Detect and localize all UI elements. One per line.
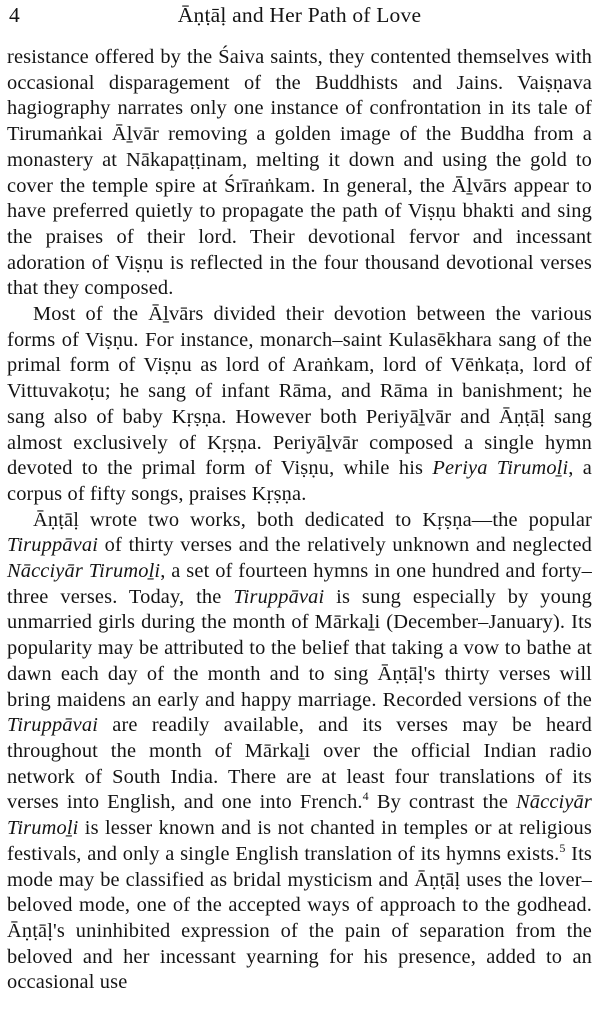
italic-title: Nācciyār Tirumoḻi [7,560,161,583]
text-run: , a corpus of fifty songs, praises Kṛṣṇa. [7,457,592,505]
running-head-title: Āṇṭāḷ and Her Path of Love [177,3,422,27]
text-run: Āṇṭāḷ wrote two works, both dedicated to Kṛṣṇa—the popular [33,508,592,531]
text-run: are readily available, and its verses may be heard throughout the month of Mārkaḻi over the official Indian radio network of South India. There are at least four translations of its verses into English, and one into French. [7,714,592,814]
running-head [7,0,592,34]
footnote-marker: 4 [362,789,369,804]
text-run: resistance offered by the Śaiva saints, they contented themselves with occasional disparagement of the Buddhists and Jains. Vaiṣṇava hagiography narrates only one instance of confrontation in its tale of Tirumaṅkai Āḻvār removing a golden image of the Buddha from a monastery at Nākapaṭṭinam, melting it down and using the gold to cover the temple spire at Śrīraṅkam. In general, the Āḻvārs appear to have preferred quietly to propagate the path of Viṣṇu bhakti and sing the praises of their lord. Their devotional fervor and incessant adoration of Viṣṇu is reflected in the four thousand devotional verses that they composed. [7,46,592,300]
footnote-marker: 5 [559,841,566,855]
italic-title: Tiruppāvai [233,585,325,608]
italic-title: Nācciyār Tirumoḻi [7,791,592,840]
page-number: 4 [9,3,20,27]
paragraph [7,45,592,302]
paragraph [7,508,592,996]
italic-title: Tiruppāvai [7,714,99,737]
text-run: Its mode may be classified as bridal mysticism and Āṇṭāḷ uses the lover–beloved mode, one of the accepted ways of approach to the godhead. Āṇṭāḷ's uninhibited expression of the pain of separation from the beloved and her incessant yearning for his presence, added to an occasional use [7,842,593,994]
text-run: , a set of fourteen hymns in one hundred and forty–three verses. Today, the [7,560,592,608]
text-run: is sung especially by young unmarried girls during the month of Mārkaḻi (December–January). Its popularity may be attributed to the belief that taking a vow to bathe at dawn each day of the month and to sing Āṇṭāḷ's thirty verses will bring maidens an early and happy marriage. Recorded versions of the [7,585,592,711]
body-text [7,45,592,996]
text-run: of thirty verses and the relatively unknown and neglected [98,534,592,557]
text-run: By contrast the [368,791,517,814]
italic-title: Tiruppāvai [7,534,99,557]
text-run: Most of the Āḻvārs divided their devotion between the various forms of Viṣṇu. For instance, monarch–saint Kulasēkhara sang of the primal form of Viṣṇu as lord of Araṅkam, lord of Vēṅkaṭa, lord of Vittuvakoṭu; he sang of infant Rāma, and Rāma in banishment; he sang also of baby Kṛṣṇa. However both Periyāḻvār and Āṇṭāḷ sang almost exclusively of Kṛṣṇa. Periyāḻvār composed a single hymn devoted to the primal form of Viṣṇu, while his [7,303,592,480]
paragraph [7,302,592,508]
text-run: is lesser known and is not chanted in temples or at religious festivals, and only a single English translation of its hymns exists. [7,817,592,865]
italic-title: Periya Tirumoḻi [432,457,569,480]
